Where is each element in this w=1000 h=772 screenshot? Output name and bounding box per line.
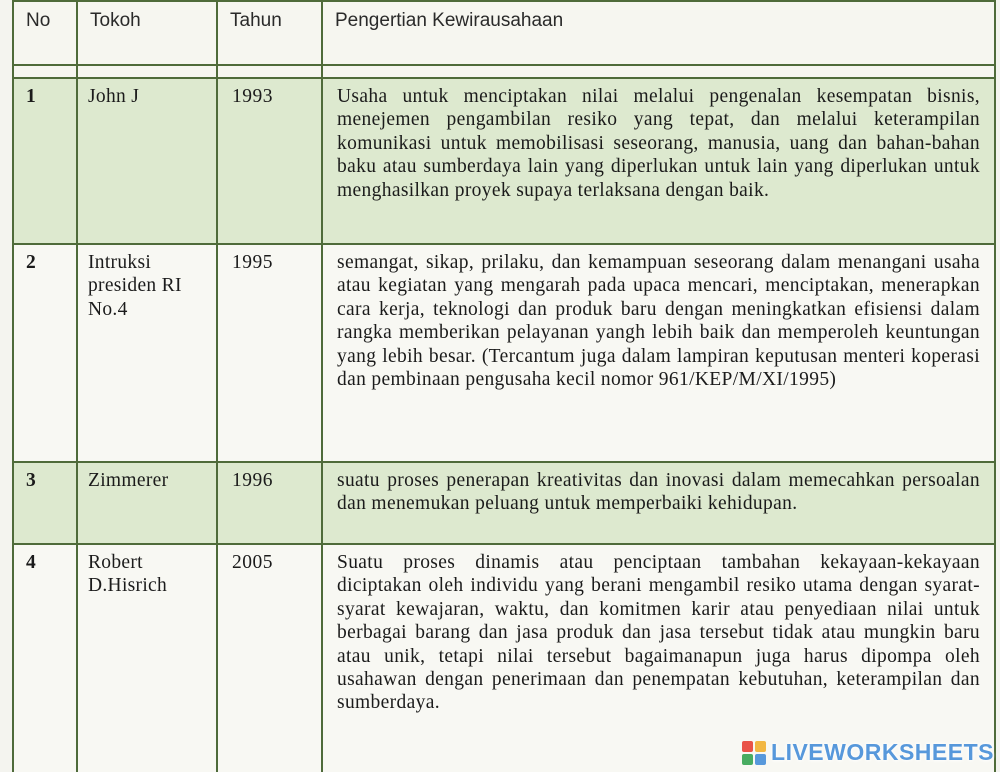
row-tahun: 1995 [217,244,322,462]
row-no: 4 [13,544,77,772]
kewirausahaan-table [12,0,996,772]
header-tahun: Tahun [217,1,322,65]
table-row [13,78,995,244]
row-pengertian: suatu proses penerapan kreativitas dan inovasi dalam memecahkan persoalan dan menemukan peluang untuk memperbaiki kehidupan. [322,462,995,544]
watermark-text: LIVEWORKSHEETS [771,739,994,765]
row-pengertian: semangat, sikap, prilaku, dan kemampuan seseorang dalam menangani usaha atau kegiatan yang mengarah pada upaca mencari, menciptakan, menerapkan cara kerja, teknologi dan produk baru dengan meningkatkan efisiensi dalam rangka memberikan pelayanan yangh lebih baik dan memperoleh keuntungan yang lebih besar. (Tercantum juga dalam lampiran keputusan menteri koperasi dan pembinaan pengusaha kecil nomor 961/KEP/M/XI/1995) [322,244,995,462]
header-tokoh: Tokoh [77,1,217,65]
row-pengertian: Suatu proses dinamis atau penciptaan tambahan kekayaan-kekayaan diciptakan oleh individu yang berani mengambil resiko utama dengan syarat-syarat kewajaran, waktu, dan komitmen karir atau penyediaan nilai untuk berbagai barang dan jasa produk dan jasa tersebut tidak atau mungkin baru atau unik, tetapi nilai tersebut bagaimanapun juga harus dipompa oleh usahawan dengan penerimaan dan penempatan kebutuhan, keterampilan dan sumberdaya. [322,544,995,772]
row-tokoh: John J [77,78,217,244]
header-no: No [13,1,77,65]
row-tahun: 1996 [217,462,322,544]
liveworksheets-logo-icon [741,740,767,766]
row-tokoh: Zimmerer [77,462,217,544]
row-tokoh: Robert D.Hisrich [77,544,217,772]
row-tahun: 1993 [217,78,322,244]
row-no: 3 [13,462,77,544]
row-tokoh: Intruksi presiden RI No.4 [77,244,217,462]
table-row [13,462,995,544]
header-pengertian: Pengertian Kewirausahaan [322,1,995,65]
table-row [13,244,995,462]
table-row [13,544,995,772]
row-pengertian: Usaha untuk menciptakan nilai melalui pengenalan kesempatan bisnis, menejemen pengambilan resiko yang tepat, dan melalui keterampilan komunikasi untuk memobilisasi seseorang, manusia, uang dan bahan-bahan baku atau sumberdaya lain yang diperlukan untuk lain yang diperlukan untuk menghasilkan proyek supaya terlaksana dengan baik. [322,78,995,244]
header-spacer [13,65,995,78]
row-no: 2 [13,244,77,462]
row-tahun: 2005 [217,544,322,772]
table-header-row [13,1,995,65]
row-no: 1 [13,78,77,244]
liveworksheets-watermark [741,739,994,766]
